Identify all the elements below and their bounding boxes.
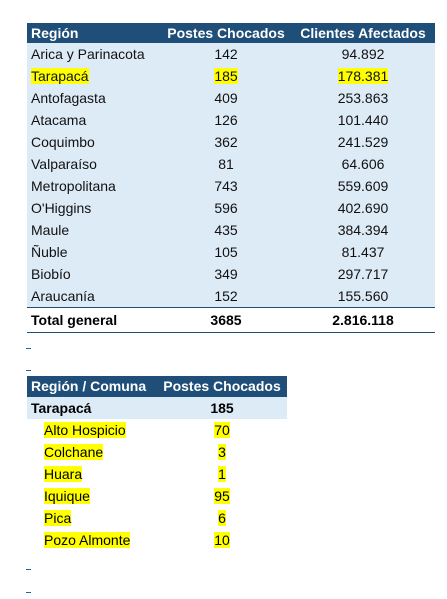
- table-row: [27, 197, 435, 219]
- postes-cell-text: 70: [214, 422, 230, 438]
- stray-dash-mark: [26, 348, 31, 349]
- column-header-clientes: Clientes Afectados: [291, 23, 435, 43]
- clientes-cell-text: 297.717: [337, 266, 389, 282]
- postes-cell: [161, 43, 291, 65]
- postes-cell-text: 3: [218, 444, 226, 460]
- clientes-cell-text: 178.381: [337, 68, 389, 84]
- region-cell: [27, 65, 161, 87]
- postes-cell: [157, 485, 287, 507]
- table-row: [27, 131, 435, 153]
- postes-cell: [161, 263, 291, 285]
- postes-cell-text: 435: [214, 222, 238, 238]
- total-label: Total general: [27, 308, 161, 333]
- region-cell-text: Maule: [31, 222, 70, 238]
- clientes-cell: [291, 263, 435, 285]
- region-cell-text: Antofagasta: [31, 90, 106, 106]
- clientes-cell-text: 402.690: [337, 200, 389, 216]
- table-row: [27, 285, 435, 308]
- comuna-cell: [27, 441, 157, 463]
- region-cell: [27, 241, 161, 263]
- regional-table: [27, 23, 435, 333]
- clientes-cell-text: 559.609: [337, 178, 389, 194]
- postes-cell: [161, 87, 291, 109]
- region-cell-text: Coquimbo: [31, 134, 95, 150]
- postes-cell-text: 362: [214, 134, 238, 150]
- clientes-cell: [291, 131, 435, 153]
- table-row: [27, 219, 435, 241]
- table-header-row: [27, 23, 435, 43]
- comuna-cell-text: Colchane: [44, 444, 104, 460]
- clientes-cell-text: 101.440: [337, 112, 389, 128]
- region-cell-text: Ñuble: [31, 244, 68, 260]
- postes-cell: [161, 109, 291, 131]
- comuna-row: [27, 441, 287, 463]
- comuna-cell-text: Pozo Almonte: [44, 532, 131, 548]
- table-row: [27, 175, 435, 197]
- comuna-cell: [27, 463, 157, 485]
- column-header-postes: Postes Chocados: [161, 23, 291, 43]
- postes-cell: [161, 241, 291, 263]
- comuna-table: [27, 376, 287, 551]
- clientes-cell-text: 241.529: [337, 134, 389, 150]
- table-row: [27, 153, 435, 175]
- postes-cell-text: 409: [214, 90, 238, 106]
- table-header-row: [27, 376, 287, 397]
- postes-cell-text: 1: [218, 466, 226, 482]
- postes-cell: [161, 65, 291, 87]
- clientes-cell: [291, 43, 435, 65]
- comuna-cell-text: Pica: [44, 510, 72, 526]
- region-cell-text: Metropolitana: [31, 178, 116, 194]
- region-cell: [27, 153, 161, 175]
- postes-cell: [157, 419, 287, 441]
- postes-cell: [161, 285, 291, 308]
- column-header-region-comuna: Región / Comuna: [27, 376, 157, 397]
- table-body: [27, 397, 287, 551]
- clientes-cell: [291, 285, 435, 308]
- region-cell: [27, 197, 161, 219]
- comuna-cell: [27, 529, 157, 551]
- table-row: [27, 43, 435, 65]
- comuna-row: [27, 507, 287, 529]
- region-cell-text: Biobío: [31, 266, 71, 282]
- postes-cell: [157, 507, 287, 529]
- table-row: [27, 87, 435, 109]
- total-row: [27, 308, 435, 333]
- comuna-row: [27, 485, 287, 507]
- clientes-cell: [291, 109, 435, 131]
- comuna-cell-text: Alto Hospicio: [44, 422, 126, 438]
- region-cell: [27, 109, 161, 131]
- stray-dash-mark: [26, 592, 31, 593]
- clientes-cell: [291, 87, 435, 109]
- stray-dash-mark: [26, 370, 31, 371]
- region-cell-text: Atacama: [31, 112, 87, 128]
- region-cell: [27, 43, 161, 65]
- table-body: [27, 43, 435, 333]
- column-header-postes: Postes Chocados: [157, 376, 287, 397]
- postes-cell: [161, 131, 291, 153]
- postes-cell: [157, 463, 287, 485]
- clientes-cell-text: 253.863: [337, 90, 389, 106]
- region-cell-text: O'Higgins: [31, 200, 92, 216]
- clientes-cell-text: 64.606: [341, 156, 385, 172]
- region-cell: [27, 175, 161, 197]
- region-cell-text: Valparaíso: [31, 156, 97, 172]
- region-cell: [27, 87, 161, 109]
- postes-cell: [161, 197, 291, 219]
- comuna-row: [27, 463, 287, 485]
- clientes-cell: [291, 219, 435, 241]
- clientes-cell-text: 155.560: [337, 288, 389, 304]
- postes-cell-text: 105: [214, 244, 238, 260]
- region-cell: [27, 219, 161, 241]
- region-cell: [27, 263, 161, 285]
- clientes-cell-text: 94.892: [341, 46, 385, 62]
- region-cell-text: Arica y Parinacota: [31, 46, 145, 62]
- stray-dash-mark: [26, 569, 31, 570]
- total-postes: 3685: [161, 308, 291, 333]
- postes-cell: [161, 153, 291, 175]
- postes-cell-text: 743: [214, 178, 238, 194]
- region-cell: [27, 131, 161, 153]
- postes-cell-text: 349: [214, 266, 238, 282]
- group-label: Tarapacá: [27, 397, 157, 419]
- region-cell-text: Tarapacá: [31, 68, 89, 84]
- comuna-cell-text: Iquique: [44, 488, 90, 504]
- table-row: [27, 109, 435, 131]
- postes-cell-text: 152: [214, 288, 238, 304]
- region-cell-text: Araucanía: [31, 288, 95, 304]
- region-cell: [27, 285, 161, 308]
- group-row-tarapaca: [27, 397, 287, 419]
- comuna-cell: [27, 485, 157, 507]
- postes-cell-text: 596: [214, 200, 238, 216]
- group-value: 185: [157, 397, 287, 419]
- table-row: [27, 65, 435, 87]
- comuna-cell: [27, 419, 157, 441]
- comuna-row: [27, 419, 287, 441]
- postes-cell-text: 6: [218, 510, 226, 526]
- total-clientes: 2.816.118: [291, 308, 435, 333]
- postes-cell: [161, 175, 291, 197]
- postes-cell-text: 185: [214, 68, 238, 84]
- postes-cell: [157, 529, 287, 551]
- postes-cell-text: 142: [214, 46, 238, 62]
- clientes-cell: [291, 175, 435, 197]
- comuna-cell: [27, 507, 157, 529]
- table-row: [27, 263, 435, 285]
- clientes-cell: [291, 197, 435, 219]
- clientes-cell-text: 384.394: [337, 222, 389, 238]
- clientes-cell: [291, 241, 435, 263]
- postes-cell-text: 81: [218, 156, 234, 172]
- clientes-cell: [291, 153, 435, 175]
- clientes-cell-text: 81.437: [341, 244, 385, 260]
- comuna-cell-text: Huara: [44, 466, 83, 482]
- comuna-row: [27, 529, 287, 551]
- postes-cell-text: 95: [214, 488, 230, 504]
- postes-cell-text: 10: [214, 532, 230, 548]
- postes-cell: [161, 219, 291, 241]
- table-row: [27, 241, 435, 263]
- column-header-region: Región: [27, 23, 161, 43]
- clientes-cell: [291, 65, 435, 87]
- postes-cell: [157, 441, 287, 463]
- postes-cell-text: 126: [214, 112, 238, 128]
